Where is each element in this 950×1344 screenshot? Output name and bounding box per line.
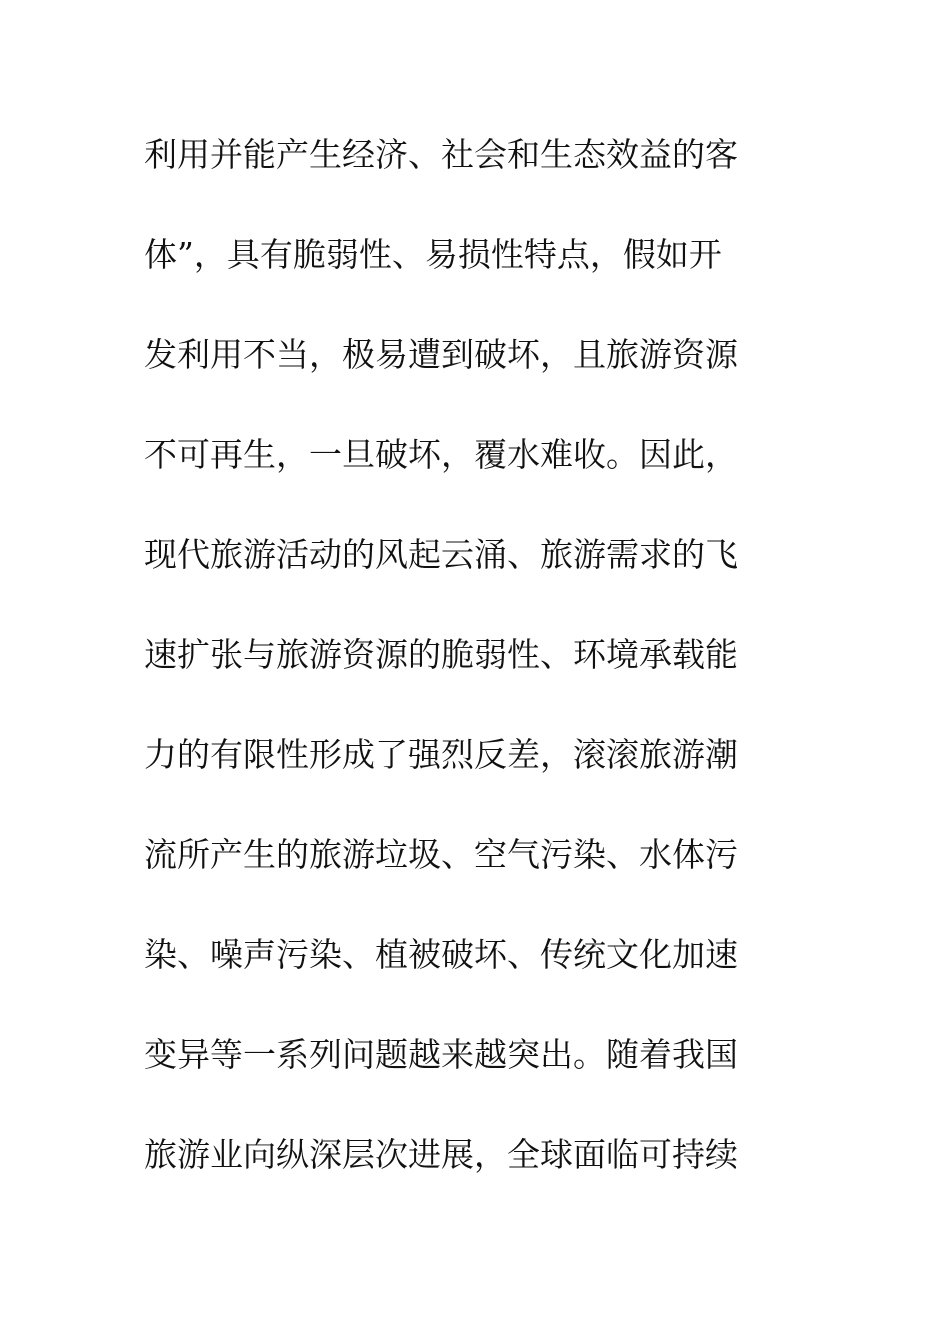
text-line-8: 流所产生的旅游垃圾、空气污染、水体污: [144, 835, 738, 874]
text-line-6: 速扩张与旅游资源的脆弱性、环境承载能: [144, 635, 738, 674]
text-line-9: 染、噪声污染、植被破坏、传统文化加速: [144, 935, 738, 974]
text-line-4: 不可再生，一旦破坏，覆水难收。因此，: [144, 435, 738, 474]
body-paragraph: [144, 125, 784, 1225]
text-line-11: 旅游业向纵深层次进展，全球面临可持续: [144, 1135, 738, 1174]
text-line-5: 现代旅游活动的风起云涌、旅游需求的飞: [144, 535, 738, 574]
text-line-2: 体”，具有脆弱性、易损性特点，假如开: [144, 235, 722, 274]
text-line-1: 利用并能产生经济、社会和生态效益的客: [144, 135, 738, 174]
text-line-7: 力的有限性形成了强烈反差，滚滚旅游潮: [144, 735, 738, 774]
text-line-10: 变异等一系列问题越来越突出。随着我国: [144, 1035, 738, 1074]
text-line-3: 发利用不当，极易遭到破坏，且旅游资源: [144, 335, 738, 374]
